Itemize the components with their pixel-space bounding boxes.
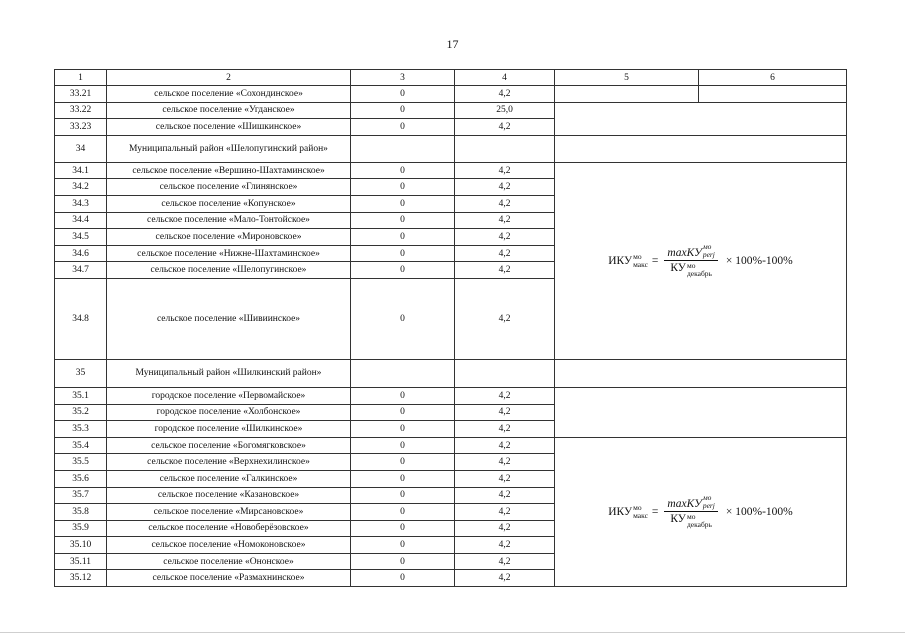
column-4-value: 4,2 [455,404,555,421]
settlement-name: сельское поселение «Галкинское» [107,470,351,487]
column-3-value: 0 [351,229,455,246]
settlement-name: сельское поселение «Мироновское» [107,229,351,246]
header-cell-2: 2 [107,70,351,86]
formula-numerator: maxКУ мо perj [664,494,717,512]
formula-fraction [664,243,717,278]
table-row [55,102,847,119]
settlement-name: сельское поселение «Богомягковское» [107,437,351,454]
column-4-value: 4,2 [455,520,555,537]
column-3-value: 0 [351,387,455,404]
header-row [55,70,847,86]
column-3-value: 0 [351,179,455,196]
row-number: 35.1 [55,387,107,404]
row-number: 35.8 [55,504,107,521]
empty-cell [555,86,699,103]
row-number: 34.6 [55,245,107,262]
district-name: Муниципальный район «Шилкинский район» [107,359,351,387]
column-3-value: 0 [351,162,455,179]
empty-cell [455,359,555,387]
row-number: 34.4 [55,212,107,229]
row-number: 35.12 [55,570,107,587]
formula-tail: × 100%-100% [725,254,793,267]
settlement-name: сельское поселение «Шивиинское» [107,278,351,359]
empty-merged-cell [555,135,847,162]
column-3-value: 0 [351,212,455,229]
column-4-value: 4,2 [455,570,555,587]
settlement-name: городское поселение «Холбонское» [107,404,351,421]
settlement-name: сельское поселение «Ононское» [107,553,351,570]
settlement-name: сельское поселение «Глинянское» [107,179,351,196]
header-cell-5: 5 [555,70,699,86]
row-number: 35.10 [55,537,107,554]
settlement-name: городское поселение «Шилкинское» [107,421,351,438]
column-4-value: 4,2 [455,278,555,359]
column-3-value: 0 [351,520,455,537]
empty-cell [699,86,847,103]
settlement-name: сельское поселение «Новоберёзовское» [107,520,351,537]
column-3-value: 0 [351,570,455,587]
row-number: 33.22 [55,102,107,119]
column-4-value: 4,2 [455,454,555,471]
settlement-name: сельское поселение «Верхнехилинское» [107,454,351,471]
settlement-name: сельское поселение «Казановское» [107,487,351,504]
formula-denominator: КУ мо декабрь [670,512,712,530]
row-number: 35.4 [55,437,107,454]
settlement-name: сельское поселение «Копунское» [107,195,351,212]
column-4-value: 4,2 [455,229,555,246]
column-3-value: 0 [351,504,455,521]
settlement-name: сельское поселение «Шелопугинское» [107,262,351,279]
column-3-value: 0 [351,102,455,119]
row-number: 33.21 [55,86,107,103]
formula-lhs: ИКУ мо макс [608,251,648,269]
row-number: 35.11 [55,553,107,570]
formula-tail: × 100%-100% [725,505,793,518]
district-number: 34 [55,135,107,162]
column-3-value: 0 [351,262,455,279]
column-3-value: 0 [351,404,455,421]
settlement-name: сельское поселение «Размахнинское» [107,570,351,587]
table-row [55,86,847,103]
column-3-value: 0 [351,86,455,103]
row-number: 34.5 [55,229,107,246]
formula-fraction [664,494,717,529]
column-3-value: 0 [351,553,455,570]
formula-equals: = [651,505,659,518]
table-row [55,437,847,454]
column-4-value: 4,2 [455,537,555,554]
row-number: 34.1 [55,162,107,179]
header-cell-1: 1 [55,70,107,86]
row-number: 34.2 [55,179,107,196]
column-4-value: 4,2 [455,437,555,454]
header-cell-6: 6 [699,70,847,86]
column-3-value: 0 [351,537,455,554]
column-4-value: 25,0 [455,102,555,119]
column-3-value: 0 [351,421,455,438]
column-3-value: 0 [351,278,455,359]
header-cell-4: 4 [455,70,555,86]
settlement-name: городское поселение «Первомайское» [107,387,351,404]
empty-merged-cell [555,102,847,135]
formula-cell [555,437,847,586]
column-3-value: 0 [351,437,455,454]
column-4-value: 4,2 [455,262,555,279]
column-4-value: 4,2 [455,195,555,212]
empty-cell [351,359,455,387]
settlement-name: сельское поселение «Сохондинское» [107,86,351,103]
settlement-name: сельское поселение «Вершино-Шахтаминское» [107,162,351,179]
column-3-value: 0 [351,470,455,487]
column-4-value: 4,2 [455,504,555,521]
row-number: 34.8 [55,278,107,359]
formula-denominator: КУ мо декабрь [670,261,712,279]
column-4-value: 4,2 [455,553,555,570]
page-bottom-divider [0,632,905,633]
column-3-value: 0 [351,487,455,504]
column-4-value: 4,2 [455,162,555,179]
settlement-name: сельское поселение «Номоконовское» [107,537,351,554]
district-row [55,359,847,387]
column-4-value: 4,2 [455,119,555,136]
empty-merged-cell [555,359,847,387]
row-number: 35.6 [55,470,107,487]
row-number: 35.9 [55,520,107,537]
table-row [55,162,847,179]
column-3-value: 0 [351,245,455,262]
table-row [55,387,847,404]
column-4-value: 4,2 [455,421,555,438]
formula-lhs: ИКУ мо макс [608,502,648,520]
row-number: 35.2 [55,404,107,421]
table-body [55,70,847,587]
column-4-value: 4,2 [455,245,555,262]
column-3-value: 0 [351,454,455,471]
row-number: 34.3 [55,195,107,212]
empty-cell [455,135,555,162]
column-4-value: 4,2 [455,470,555,487]
column-4-value: 4,2 [455,487,555,504]
district-row [55,135,847,162]
formula [608,243,793,278]
settlement-name: сельское поселение «Шишкинское» [107,119,351,136]
formula-equals: = [651,254,659,267]
column-4-value: 4,2 [455,212,555,229]
header-cell-3: 3 [351,70,455,86]
tariff-index-table [54,69,847,587]
row-number: 35.7 [55,487,107,504]
formula-numerator: maxКУ мо perj [664,243,717,261]
empty-cell [351,135,455,162]
column-4-value: 4,2 [455,387,555,404]
settlement-name: сельское поселение «Мало-Тонтойское» [107,212,351,229]
formula [608,494,793,529]
page-number: 17 [446,37,459,51]
column-3-value: 0 [351,119,455,136]
row-number: 34.7 [55,262,107,279]
row-number: 33.23 [55,119,107,136]
district-number: 35 [55,359,107,387]
row-number: 35.5 [55,454,107,471]
empty-merged-cell [555,387,847,437]
column-4-value: 4,2 [455,86,555,103]
settlement-name: сельское поселение «Угданское» [107,102,351,119]
formula-cell [555,162,847,359]
row-number: 35.3 [55,421,107,438]
settlement-name: сельское поселение «Нижне-Шахтаминское» [107,245,351,262]
column-4-value: 4,2 [455,179,555,196]
settlement-name: сельское поселение «Мирсановское» [107,504,351,521]
district-name: Муниципальный район «Шелопугинский район» [107,135,351,162]
column-3-value: 0 [351,195,455,212]
